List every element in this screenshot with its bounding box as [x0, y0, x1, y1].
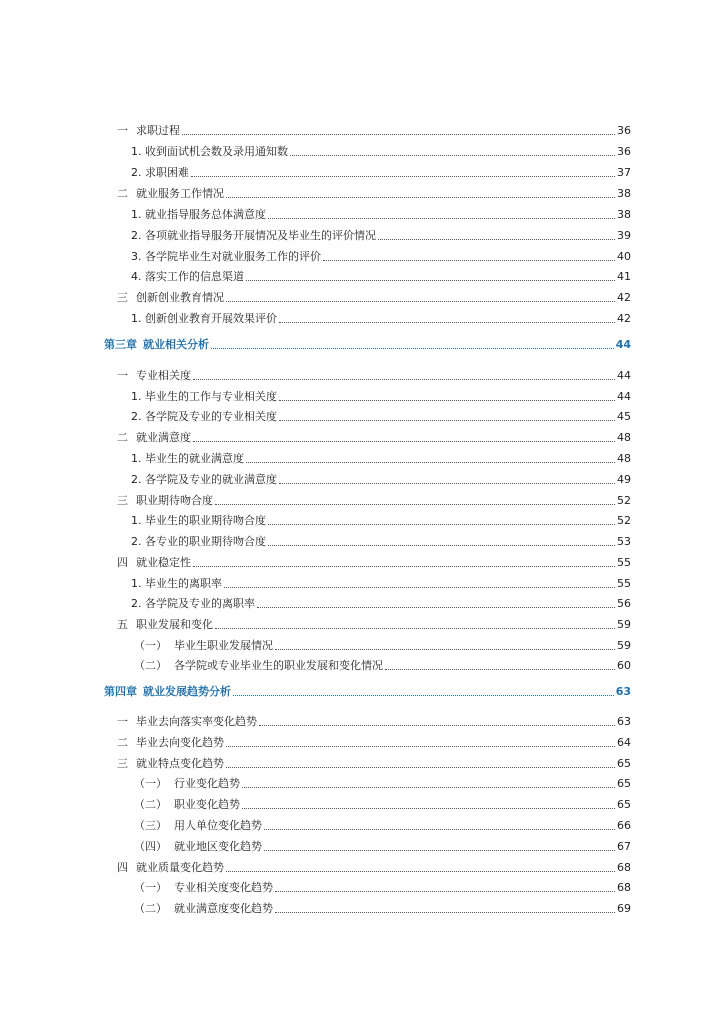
- toc-entry-number: 1.: [131, 390, 142, 403]
- toc-entry-title: 就业地区变化趋势: [174, 840, 262, 853]
- toc-page-number: 44: [617, 369, 631, 382]
- toc-dot-leader: [215, 628, 615, 629]
- toc-dot-leader: [275, 912, 615, 913]
- toc-entry[interactable]: [131, 410, 631, 424]
- toc-entry-title: 就业特点变化趋势: [136, 757, 224, 770]
- toc-entry-title: 各学院及专业的专业相关度: [145, 410, 277, 423]
- toc-page-number: 59: [617, 639, 631, 652]
- toc-entry[interactable]: [131, 250, 631, 264]
- toc-page-number: 69: [617, 902, 631, 915]
- toc-dot-leader: [246, 462, 615, 463]
- toc-page-number: 64: [617, 736, 631, 749]
- toc-entry-title: 毕业生的就业满意度: [145, 452, 244, 465]
- toc-entry-number: （三）: [134, 819, 167, 832]
- toc-dot-leader: [226, 871, 615, 872]
- toc-page-number: 42: [617, 291, 631, 304]
- toc-entry-number: 2.: [131, 473, 142, 486]
- toc-entry-title: 专业相关度: [136, 369, 191, 382]
- toc-entry[interactable]: [134, 819, 631, 833]
- toc-entry[interactable]: [134, 798, 631, 812]
- toc-page-number: 40: [617, 250, 631, 263]
- toc-entry[interactable]: [131, 270, 631, 284]
- toc-entry[interactable]: [117, 715, 631, 729]
- toc-dot-leader: [264, 850, 615, 851]
- toc-page-number: 55: [617, 556, 631, 569]
- toc-entry-title: 落实工作的信息渠道: [145, 270, 244, 283]
- toc-dot-leader: [378, 239, 615, 240]
- toc-entry-title: 毕业去向落实率变化趋势: [136, 715, 257, 728]
- toc-page-number: 36: [617, 145, 631, 158]
- toc-dot-leader: [242, 787, 615, 788]
- toc-entry-title: 职业期待吻合度: [136, 494, 213, 507]
- toc-entry-number: 1.: [131, 514, 142, 527]
- toc-page-number: 59: [617, 618, 631, 631]
- toc-entry-number: 2.: [131, 166, 142, 179]
- toc-entry[interactable]: [131, 514, 631, 528]
- toc-entry-number: 第四章: [104, 685, 137, 698]
- toc-dot-leader: [279, 322, 615, 323]
- toc-entry-title: 各专业的职业期待吻合度: [145, 535, 266, 548]
- toc-page-number: 37: [617, 166, 631, 179]
- toc-entry-number: 1.: [131, 452, 142, 465]
- toc-entry-number: （二）: [134, 902, 167, 915]
- toc-entry[interactable]: [131, 208, 631, 222]
- toc-entry-number: 四: [117, 556, 128, 569]
- toc-page-number: 38: [617, 187, 631, 200]
- toc-entry-number: 3.: [131, 250, 142, 263]
- toc-entry-title: 毕业生职业发展情况: [174, 639, 273, 652]
- toc-entry-title: 就业指导服务总体满意度: [145, 208, 266, 221]
- toc-page-number: 66: [617, 819, 631, 832]
- toc-entry-number: 一: [117, 124, 128, 137]
- toc-dot-leader: [279, 400, 615, 401]
- toc-entry[interactable]: [134, 639, 631, 653]
- toc-page-number: 52: [617, 514, 631, 527]
- toc-entry-number: 四: [117, 861, 128, 874]
- toc-entry-number: （二）: [134, 659, 167, 672]
- toc-entry-title: 用人单位变化趋势: [174, 819, 262, 832]
- toc-entry[interactable]: [134, 659, 631, 673]
- toc-entry-number: 1.: [131, 577, 142, 590]
- toc-entry-title: 收到面试机会数及录用通知数: [145, 145, 288, 158]
- toc-entry-number: 二: [117, 187, 128, 200]
- toc-entry[interactable]: [117, 124, 631, 138]
- toc-entry-number: 第三章: [104, 338, 137, 351]
- toc-entry-number: 三: [117, 757, 128, 770]
- toc-dot-leader: [279, 483, 615, 484]
- toc-dot-leader: [275, 649, 615, 650]
- toc-entry-title: 毕业生的工作与专业相关度: [145, 390, 277, 403]
- toc-page-number: 65: [617, 777, 631, 790]
- toc-dot-leader: [268, 524, 615, 525]
- toc-dot-leader: [323, 260, 615, 261]
- toc-entry[interactable]: [117, 618, 631, 632]
- toc-dot-leader: [279, 420, 615, 421]
- toc-entry-title: 专业相关度变化趋势: [174, 881, 273, 894]
- toc-chapter-entry[interactable]: [104, 338, 631, 352]
- toc-entry[interactable]: [131, 229, 631, 243]
- toc-entry[interactable]: [117, 757, 631, 771]
- toc-dot-leader: [226, 767, 615, 768]
- toc-page-number: 67: [617, 840, 631, 853]
- toc-entry-title: 各学院及专业的离职率: [145, 597, 255, 610]
- toc-entry[interactable]: [131, 452, 631, 466]
- toc-entry-number: 2.: [131, 229, 142, 242]
- toc-entry-number: 2.: [131, 597, 142, 610]
- toc-page-number: 45: [617, 410, 631, 423]
- toc-dot-leader: [257, 607, 615, 608]
- toc-entry-number: 二: [117, 736, 128, 749]
- toc-dot-leader: [268, 545, 615, 546]
- toc-dot-leader: [275, 891, 615, 892]
- toc-page-number: 41: [617, 270, 631, 283]
- toc-entry-number: （二）: [134, 798, 167, 811]
- toc-entry-title: 就业相关分析: [143, 338, 209, 351]
- toc-entry-title: 就业服务工作情况: [136, 187, 224, 200]
- toc-page-number: 53: [617, 535, 631, 548]
- toc-page-number: 44: [617, 390, 631, 403]
- toc-page-number: 56: [617, 597, 631, 610]
- toc-dot-leader: [215, 504, 615, 505]
- toc-entry[interactable]: [134, 777, 631, 791]
- toc-page-number: 68: [617, 861, 631, 874]
- toc-page-number: 52: [617, 494, 631, 507]
- toc-chapter-entry[interactable]: [104, 685, 631, 699]
- toc-dot-leader: [226, 746, 615, 747]
- toc-entry-title: 职业发展和变化: [136, 618, 213, 631]
- toc-entry-title: 各学院毕业生对就业服务工作的评价: [145, 250, 321, 263]
- toc-dot-leader: [193, 441, 615, 442]
- toc-page-number: 63: [615, 685, 631, 698]
- toc-entry-title: 各学院及专业的就业满意度: [145, 473, 277, 486]
- toc-page-number: 55: [617, 577, 631, 590]
- toc-entry[interactable]: [131, 312, 631, 326]
- toc-entry-title: 毕业生的职业期待吻合度: [145, 514, 266, 527]
- toc-entry-number: 1.: [131, 145, 142, 158]
- toc-entry-number: 1.: [131, 208, 142, 221]
- toc-page-number: 63: [617, 715, 631, 728]
- toc-page-number: 42: [617, 312, 631, 325]
- toc-page-number: 44: [615, 338, 631, 351]
- toc-dot-leader: [259, 725, 615, 726]
- toc-dot-leader: [191, 176, 615, 177]
- toc-dot-leader: [290, 155, 615, 156]
- toc-entry-number: 三: [117, 291, 128, 304]
- toc-entry-number: 4.: [131, 270, 142, 283]
- toc-entry[interactable]: [134, 902, 631, 916]
- toc-entry-number: 一: [117, 715, 128, 728]
- toc-entry[interactable]: [117, 291, 631, 305]
- toc-dot-leader: [233, 695, 614, 696]
- toc-dot-leader: [193, 379, 615, 380]
- toc-page-number: 60: [617, 659, 631, 672]
- toc-page-number: 38: [617, 208, 631, 221]
- toc-entry[interactable]: [117, 369, 631, 383]
- toc-entry-number: （四）: [134, 840, 167, 853]
- toc-entry[interactable]: [134, 881, 631, 895]
- toc-entry[interactable]: [117, 494, 631, 508]
- toc-entry-number: 三: [117, 494, 128, 507]
- toc-entry-number: 五: [117, 618, 128, 631]
- toc-dot-leader: [182, 134, 615, 135]
- toc-page-number: 68: [617, 881, 631, 894]
- toc-dot-leader: [226, 197, 615, 198]
- toc-entry-title: 行业变化趋势: [174, 777, 240, 790]
- toc-entry-title: 求职过程: [136, 124, 180, 137]
- toc-entry-title: 创新创业教育开展效果评价: [145, 312, 277, 325]
- toc-entry-number: （一）: [134, 881, 167, 894]
- toc-page-number: 48: [617, 452, 631, 465]
- toc-entry-title: 就业满意度: [136, 431, 191, 444]
- toc-entry-number: （一）: [134, 639, 167, 652]
- toc-entry[interactable]: [131, 390, 631, 404]
- toc-entry[interactable]: [131, 473, 631, 487]
- toc-dot-leader: [268, 218, 615, 219]
- toc-entry[interactable]: [131, 166, 631, 180]
- toc-entry-title: 创新创业教育情况: [136, 291, 224, 304]
- toc-dot-leader: [385, 669, 615, 670]
- toc-entry[interactable]: [131, 577, 631, 591]
- toc-entry-number: 1.: [131, 312, 142, 325]
- toc-page-number: 36: [617, 124, 631, 137]
- toc-dot-leader: [246, 280, 615, 281]
- toc-entry-title: 职业变化趋势: [174, 798, 240, 811]
- toc-entry[interactable]: [131, 535, 631, 549]
- toc-page-number: 48: [617, 431, 631, 444]
- toc-entry[interactable]: [131, 597, 631, 611]
- toc-page-number: 65: [617, 757, 631, 770]
- toc-entry[interactable]: [134, 840, 631, 854]
- toc-entry-title: 就业满意度变化趋势: [174, 902, 273, 915]
- toc-entry-title: 毕业生的离职率: [145, 577, 222, 590]
- toc-entry[interactable]: [131, 145, 631, 159]
- toc-entry-title: 就业质量变化趋势: [136, 861, 224, 874]
- toc-page-number: 39: [617, 229, 631, 242]
- toc-dot-leader: [211, 348, 614, 349]
- toc-entry-number: 2.: [131, 410, 142, 423]
- toc-entry-title: 各项就业指导服务开展情况及毕业生的评价情况: [145, 229, 376, 242]
- toc-entry-title: 就业发展趋势分析: [143, 685, 231, 698]
- toc-page-number: 49: [617, 473, 631, 486]
- toc-dot-leader: [224, 587, 615, 588]
- toc-entry-title: 求职困难: [145, 166, 189, 179]
- toc-entry-number: （一）: [134, 777, 167, 790]
- toc-entry-title: 毕业去向变化趋势: [136, 736, 224, 749]
- toc-entry[interactable]: [117, 556, 631, 570]
- toc-entry-title: 各学院或专业毕业生的职业发展和变化情况: [174, 659, 383, 672]
- toc-dot-leader: [193, 566, 615, 567]
- toc-entry[interactable]: [117, 431, 631, 445]
- toc-entry[interactable]: [117, 187, 631, 201]
- toc-dot-leader: [264, 829, 615, 830]
- toc-entry[interactable]: [117, 861, 631, 875]
- toc-dot-leader: [226, 301, 615, 302]
- toc-page-number: 65: [617, 798, 631, 811]
- toc-dot-leader: [242, 808, 615, 809]
- toc-entry-number: 一: [117, 369, 128, 382]
- toc-entry-title: 就业稳定性: [136, 556, 191, 569]
- toc-entry[interactable]: [117, 736, 631, 750]
- toc-entry-number: 二: [117, 431, 128, 444]
- toc-entry-number: 2.: [131, 535, 142, 548]
